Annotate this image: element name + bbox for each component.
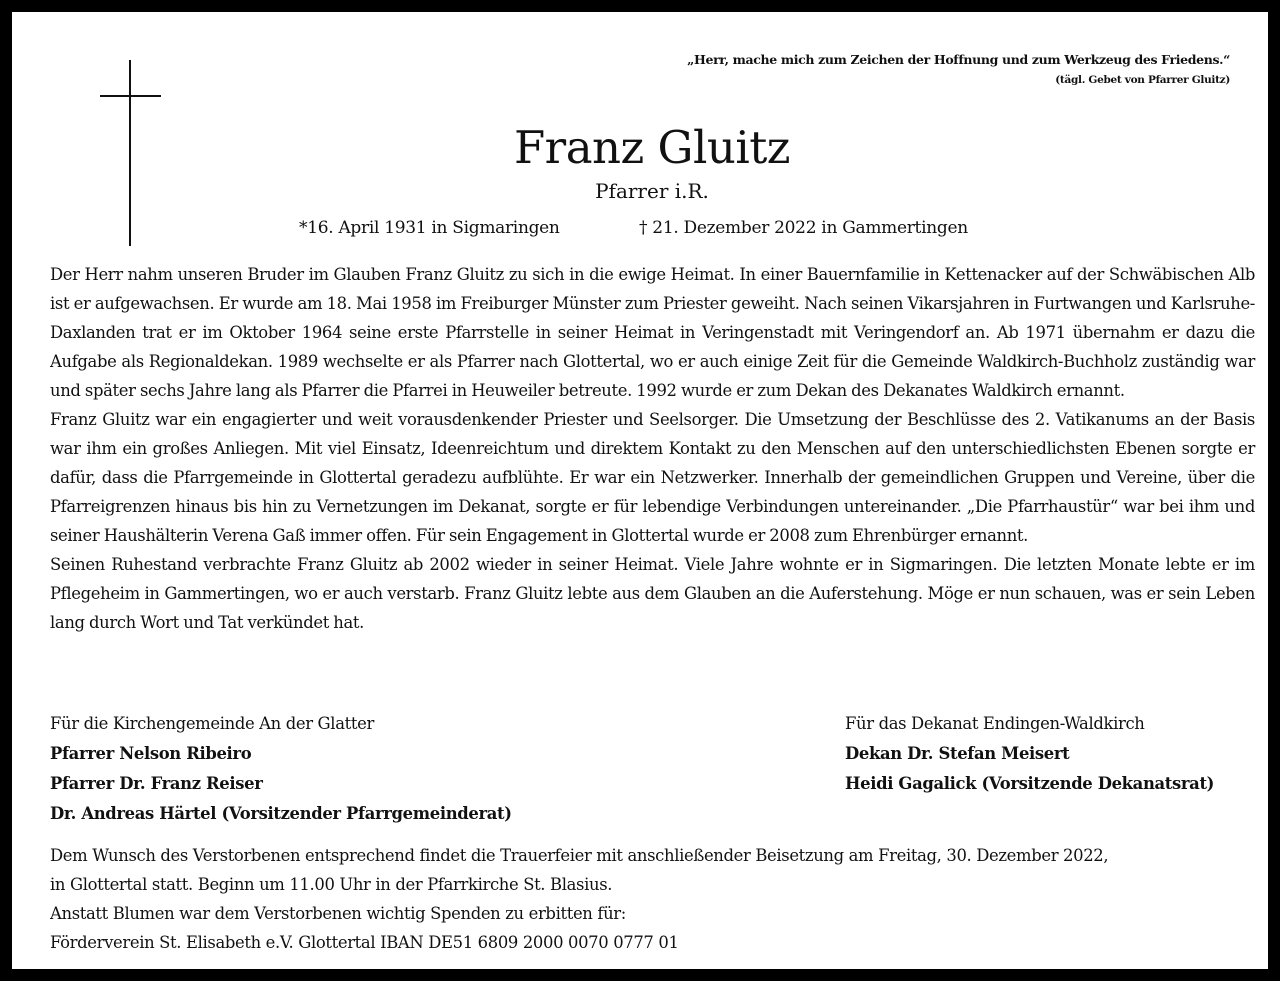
motto-source: (tägl. Gebet von Pfarrer Gluitz) xyxy=(1055,74,1230,86)
deceased-name: Franz Gluitz xyxy=(513,121,791,174)
paragraph-biography: Der Herr nahm unseren Bruder im Glauben Franz Gluitz zu sich in die ewige Heimat. In einer Bauernfamilie in Kettenacker auf der Schwäbischen Alb ist er aufgewachsen. Er wurde am 18. Mai 1958 im Freiburger Münster zum Priester geweiht. Nach seinen Vikarsjahren in Furtwangen und Karlsruhe-Daxlanden trat er im Oktober 1964 seine erste Pfarrstelle in seiner Heimat in Veringenstadt mit Veringendorf an. Ab 1971 übernahm er dazu die Aufgabe als Regionaldekan. 1989 wechselte er als Pfarrer nach Glottertal, wo er auch einige Zeit für die Gemeinde Waldkirch-Buchholz zuständig war und später sechs Jahre lang als Pfarrer die Pfarrei in Heuweiler betreute. 1992 wurde er zum Dekan des Dekanates Waldkirch ernannt. xyxy=(50,265,1255,400)
deceased-title: Pfarrer i.R. xyxy=(595,179,709,203)
funeral-line: in Glottertal statt. Beginn um 11.00 Uhr in der Pfarrkirche St. Blasius. xyxy=(50,875,613,894)
paragraph-retirement: Seinen Ruhestand verbrachte Franz Gluitz ab 2002 wieder in seiner Heimat. Viele Jahre wohnte er in Sigmaringen. Die letzten Monate lebte er im Pflegeheim in Gammertingen, wo er auch verstarb. Franz Gluitz lebte aus dem Glauben an die Auferstehung. Möge er nun schauen, was er sein Leben lang durch Wort und Tat verkündet hat. xyxy=(50,555,1255,632)
signature-name: Pfarrer Nelson Ribeiro xyxy=(50,744,252,763)
signatures-deanery xyxy=(845,709,1214,799)
life-dates xyxy=(12,213,1280,243)
death-date: † 21. Dezember 2022 in Gammertingen xyxy=(639,218,968,238)
funeral-details xyxy=(50,841,1255,957)
signature-name: Dr. Andreas Härtel (Vorsitzender Pfarrgemeinderat) xyxy=(50,804,512,823)
signature-name: Pfarrer Dr. Franz Reiser xyxy=(50,774,263,793)
donation-account: Förderverein St. Elisabeth e.V. Glottertal IBAN DE51 6809 2000 0070 0777 01 xyxy=(50,933,679,952)
motto-quote: „Herr, mache mich zum Zeichen der Hoffnung und zum Werkzeug des Friedens.“ xyxy=(687,52,1230,67)
signatures-parish xyxy=(50,709,512,829)
birth-date: *16. April 1931 in Sigmaringen xyxy=(299,218,560,238)
signature-heading: Für die Kirchengemeinde An der Glatter xyxy=(50,714,374,733)
signature-heading: Für das Dekanat Endingen-Waldkirch xyxy=(845,714,1145,733)
funeral-line: Dem Wunsch des Verstorbenen entsprechend findet die Trauerfeier mit anschließender Beisetzung am Freitag, 30. Dezember 2022, xyxy=(50,846,1109,865)
paragraph-ministry: Franz Gluitz war ein engagierter und weit vorausdenkender Priester und Seelsorger. Die Umsetzung der Beschlüsse des 2. Vatikanums an der Basis war ihm ein großes Anliegen. Mit viel Einsatz, Ideenreichtum und direktem Kontakt zu den Menschen auf den unterschiedlichsten Ebenen sorgte er dafür, dass die Pfarrgemeinde in Glottertal geradezu aufblühte. Er war ein Netzwerker. Innerhalb der gemeindlichen Gruppen und Vereine, über die Pfarreigrenzen hinaus bis hin zu Vernetzungen im Dekanat, sorgte er für lebendige Verbindungen untereinander. „Die Pfarrhaustür“ war bei ihm und seiner Haushälterin Verena Gaß immer offen. Für sein Engagement in Glottertal wurde er 2008 zum Ehrenbürger ernannt. xyxy=(50,410,1255,545)
donation-line: Anstatt Blumen war dem Verstorbenen wichtig Spenden zu erbitten für: xyxy=(50,904,626,923)
signature-name: Dekan Dr. Stefan Meisert xyxy=(845,744,1070,763)
motto xyxy=(687,50,1230,90)
cross-horizontal-bar xyxy=(100,95,161,97)
signature-name: Heidi Gagalick (Vorsitzende Dekanatsrat) xyxy=(845,774,1215,793)
obituary-text xyxy=(50,260,1255,637)
